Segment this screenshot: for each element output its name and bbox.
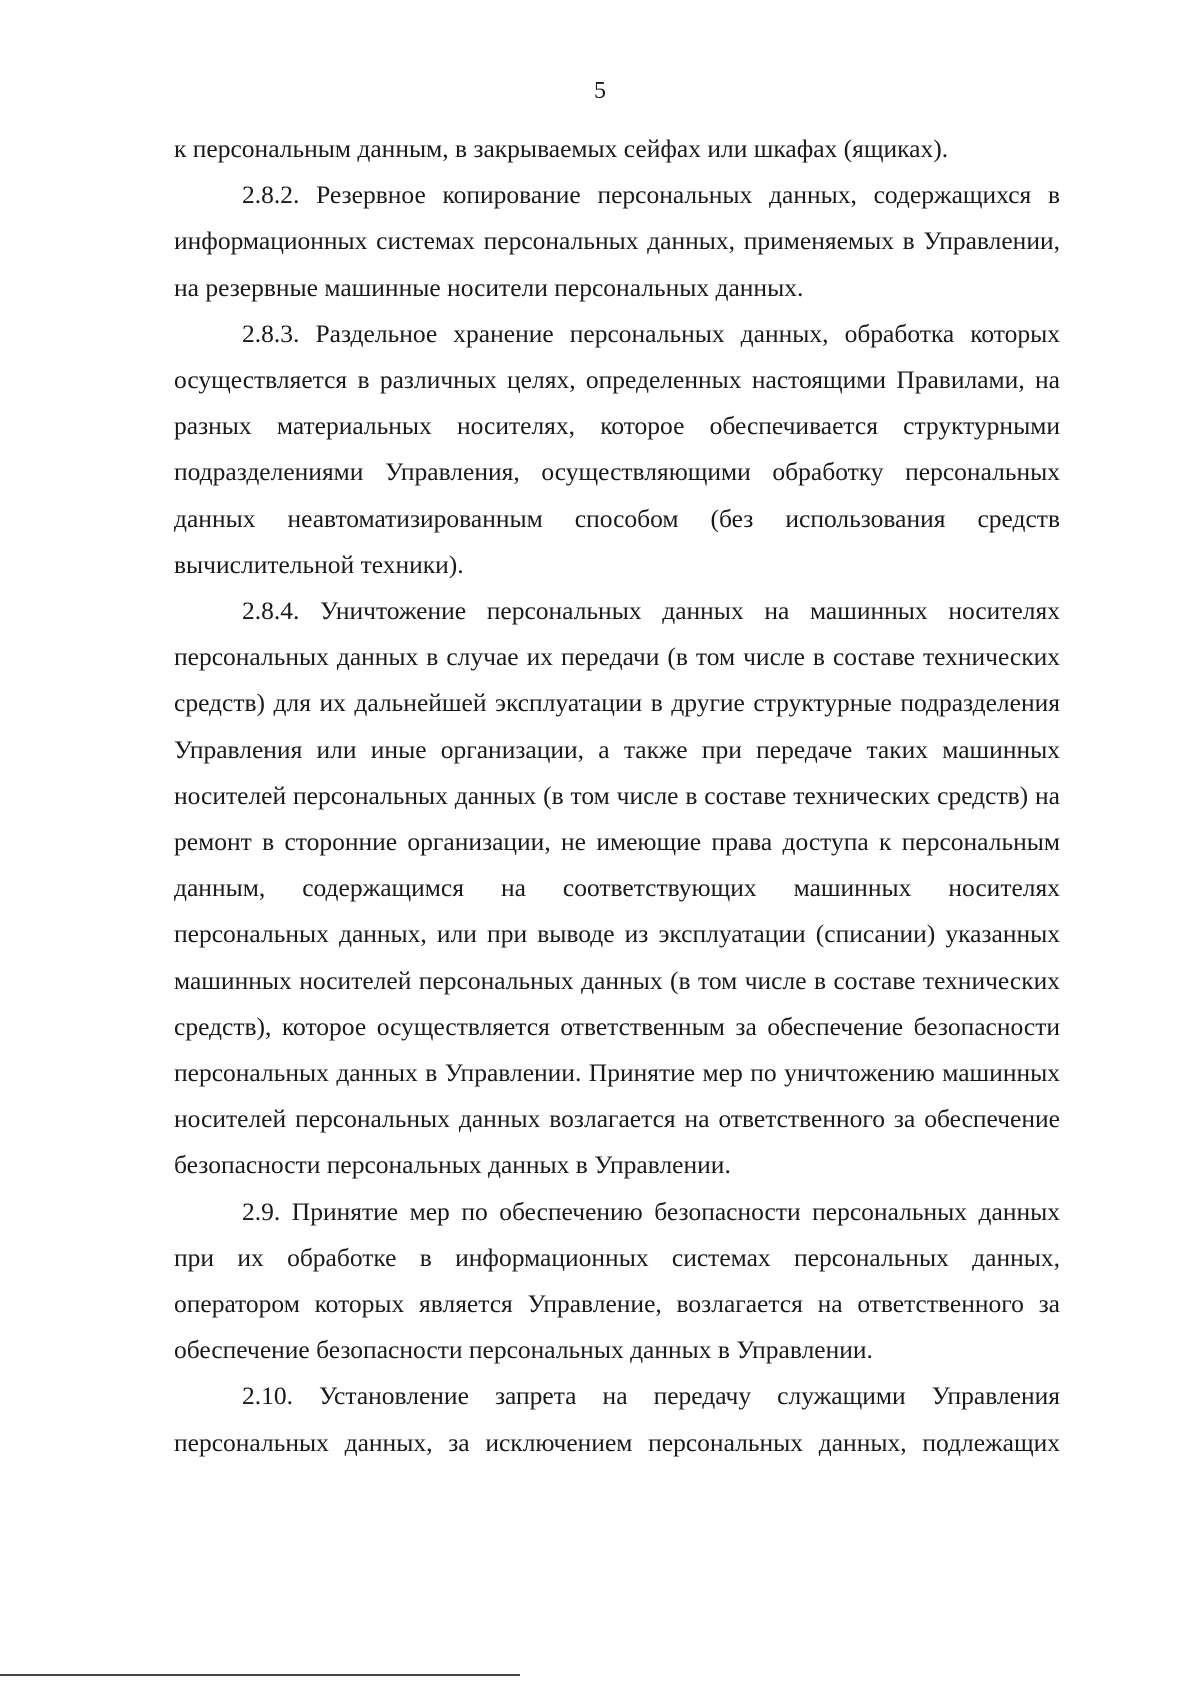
bottom-rule — [0, 1674, 520, 1676]
paragraph-2-8-2: 2.8.2. Резервное копирование персональных данных, содержащихся в информационных системах персональных данных, применяемых в Управлении, на резервные машинные носители персональных данных. — [174, 180, 1060, 302]
paragraph-2-8-4: 2.8.4. Уничтожение персональных данных на машинных носителях персональных данных в случае их передачи (в том числе в составе технических средств) для их дальнейшей эксплуатации в другие структурные подразделения Управления или иные организации, а также при передаче таких машинных носителей персональных данных (в том числе в составе технических средств) на ремонт в сторонние организации, не имеющие права доступа к персональным данным, содержащимся на соответствующих машинных носителях персональных данных, или при выводе из эксплуатации (списании) указанных машинных носителей персональных данных (в том числе в составе технических средств), которое осуществляется ответственным за обеспечение безопасности персональных данных в Управлении. Принятие мер по уничтожению машинных носителей персональных данных возлагается на ответственного за обеспечение безопасности персональных данных в Управлении. — [174, 596, 1060, 1180]
paragraph-continuation: к персональным данным, в закрываемых сейфах или шкафах (ящиках). — [174, 134, 949, 163]
page-number: 5 — [594, 78, 606, 104]
paragraph-2-10: 2.10. Установление запрета на передачу служащими Управления персональных данных, за исключением персональных данных, подлежащих — [174, 1381, 1060, 1457]
document-body — [174, 126, 1060, 1466]
paragraph-2-8-3: 2.8.3. Раздельное хранение персональных данных, обработка которых осуществляется в различных целях, определенных настоящими Правилами, на разных материальных носителях, которое обеспечивается структурными подразделениями Управления, осуществляющими обработку персональных данных неавтоматизированным способом (без использования средств вычислительной техники). — [174, 318, 1060, 579]
paragraph-2-9: 2.9. Принятие мер по обеспечению безопасности персональных данных при их обработке в информационных системах персональных данных, оператором которых является Управление, возлагается на ответственного за обеспечение безопасности персональных данных в Управлении. — [174, 1196, 1060, 1365]
